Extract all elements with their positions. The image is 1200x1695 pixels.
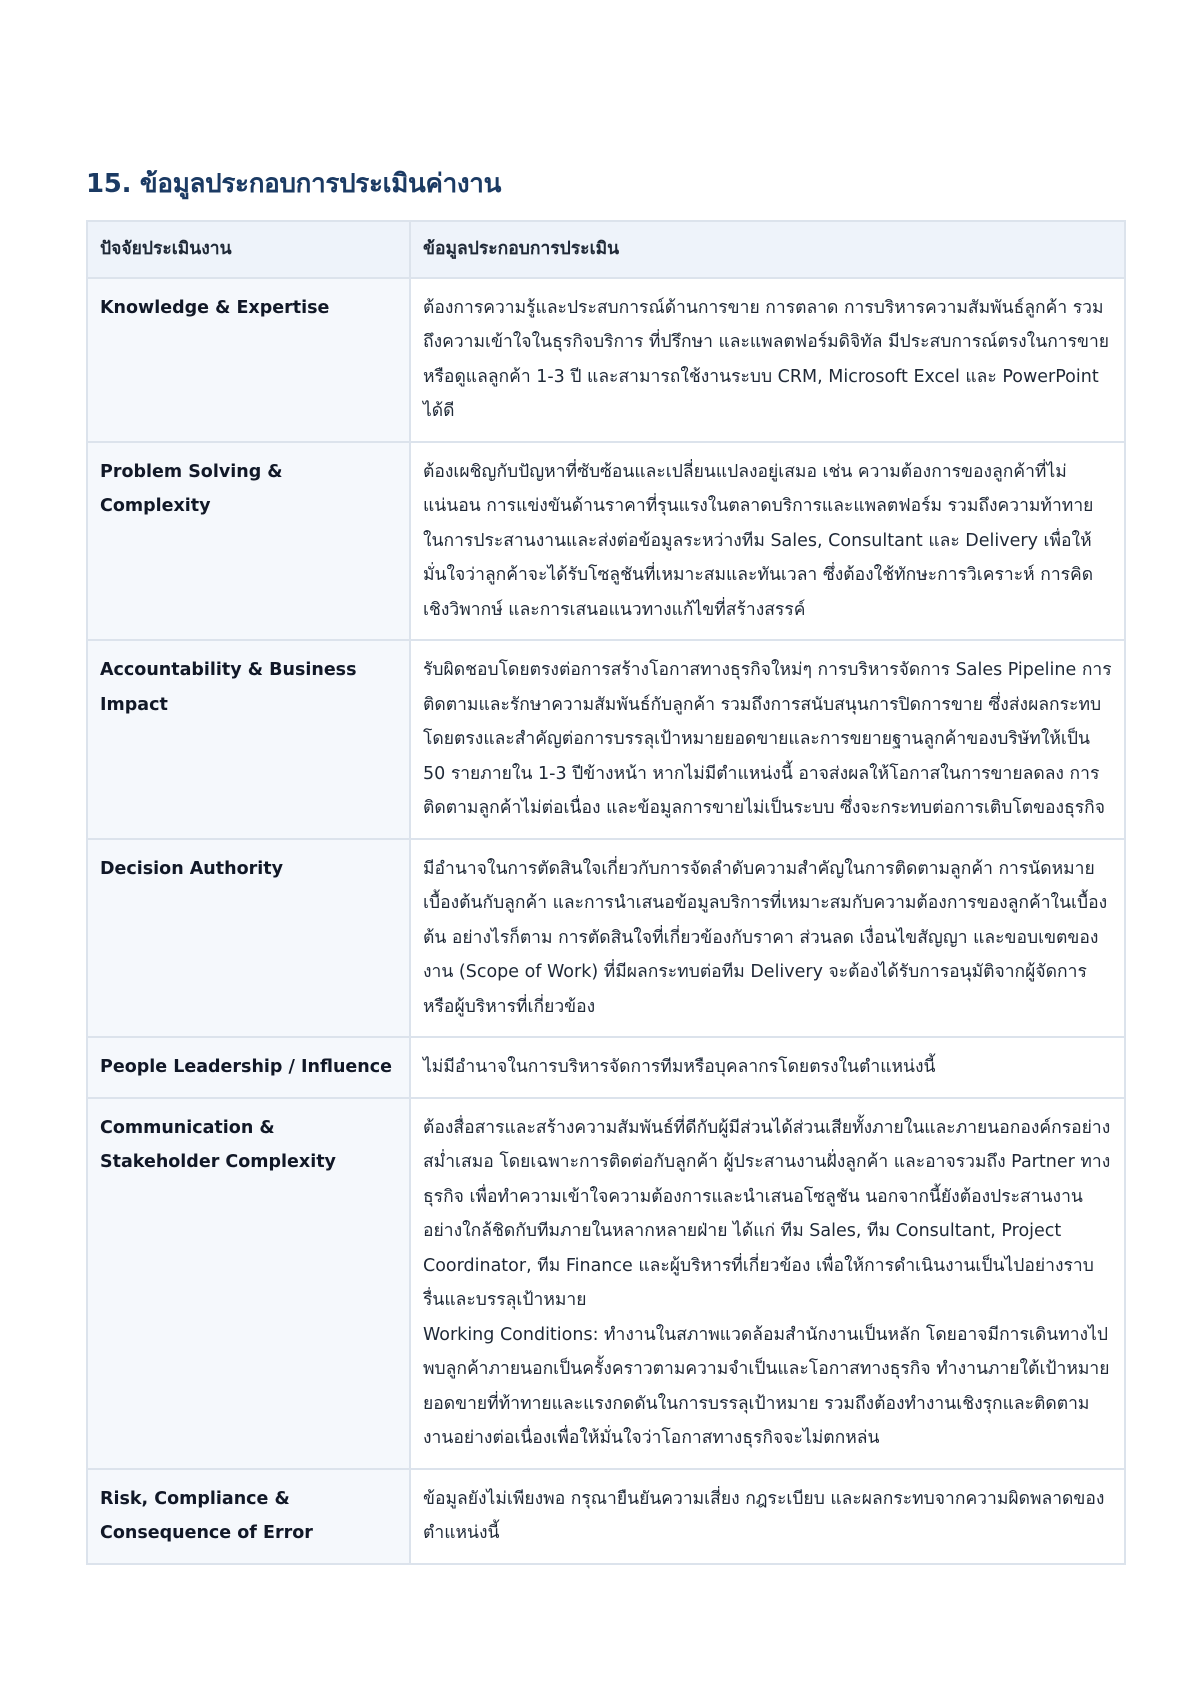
table-row — [87, 1469, 1125, 1564]
evaluation-table — [86, 220, 1126, 1565]
table-row — [87, 839, 1125, 1038]
factor-cell: Knowledge & Expertise — [87, 278, 410, 442]
job-evaluation-section — [86, 160, 1124, 1565]
info-text: ต้องสื่อสารและสร้างความสัมพันธ์ที่ดีกับผู้มีส่วนได้ส่วนเสียทั้งภายในและภายนอกองค์กรอย่างสม่ำเสมอ โดยเฉพาะการติดต่อกับลูกค้า ผู้ประสานงานฝั่งลูกค้า และอาจรวมถึง Partner ทางธุรกิจ เพื่อทำความเข้าใจความต้องการและนำเสนอโซลูชัน นอกจากนี้ยังต้องประสานงานอย่างใกล้ชิดกับทีมภายในหลากหลายฝ่าย ได้แก่ ทีม Sales, ทีม Consultant, Project Coordinator, ทีม Finance และผู้บริหารที่เกี่ยวข้อง เพื่อให้การดำเนินงานเป็นไปอย่างราบรื่นและบรรลุเป้าหมาย — [423, 1117, 1111, 1310]
factor-cell: Risk, Compliance & Consequence of Error — [87, 1469, 410, 1564]
table-row — [87, 442, 1125, 641]
info-cell — [410, 1037, 1125, 1098]
header-factor: ปัจจัยประเมินงาน — [87, 221, 410, 278]
factor-cell: Problem Solving & Complexity — [87, 442, 410, 641]
info-text: ต้องเผชิญกับปัญหาที่ซับซ้อนและเปลี่ยนแปลงอยู่เสมอ เช่น ความต้องการของลูกค้าที่ไม่แน่นอน การแข่งขันด้านราคาที่รุนแรงในตลาดบริการและแพลตฟอร์ม รวมถึงความท้าทายในการประสานงานและส่งต่อข้อมูลระหว่างทีม Sales, Consultant และ Delivery เพื่อให้มั่นใจว่าลูกค้าจะได้รับโซลูชันที่เหมาะสมและทันเวลา ซึ่งต้องใช้ทักษะการวิเคราะห์ การคิดเชิงวิพากษ์ และการเสนอแนวทางแก้ไขที่สร้างสรรค์ — [423, 461, 1094, 620]
table-row — [87, 1037, 1125, 1098]
table-row — [87, 1098, 1125, 1469]
section-title: 15. ข้อมูลประกอบการประเมินค่างาน — [86, 169, 502, 199]
info-cell — [410, 442, 1125, 641]
working-conditions-text: Working Conditions: ทำงานในสภาพแวดล้อมสำนักงานเป็นหลัก โดยอาจมีการเดินทางไปพบลูกค้าภายนอกเป็นครั้งคราวตามความจำเป็นและโอกาสทางธุรกิจ ทำงานภายใต้เป้าหมายยอดขายที่ท้าทายและแรงกดดันในการบรรลุเป้าหมาย รวมถึงต้องทำงานเชิงรุกและติดตามงานอย่างต่อเนื่องเพื่อให้มั่นใจว่าโอกาสทางธุรกิจจะไม่ตกหล่น — [423, 1324, 1110, 1448]
info-cell — [410, 1098, 1125, 1469]
factor-cell: Decision Authority — [87, 839, 410, 1038]
table-row — [87, 640, 1125, 839]
factor-cell: Accountability & Business Impact — [87, 640, 410, 839]
info-cell — [410, 640, 1125, 839]
info-text: มีอำนาจในการตัดสินใจเกี่ยวกับการจัดลำดับความสำคัญในการติดตามลูกค้า การนัดหมายเบื้องต้นกับลูกค้า และการนำเสนอข้อมูลบริการที่เหมาะสมกับความต้องการของลูกค้าในเบื้องต้น อย่างไรก็ตาม การตัดสินใจที่เกี่ยวข้องกับราคา ส่วนลด เงื่อนไขสัญญา และขอบเขตของงาน (Scope of Work) ที่มีผลกระทบต่อทีม Delivery จะต้องได้รับการอนุมัติจากผู้จัดการหรือผู้บริหารที่เกี่ยวข้อง — [423, 858, 1108, 1017]
factor-cell: Communication & Stakeholder Complexity — [87, 1098, 410, 1469]
info-text: ข้อมูลยังไม่เพียงพอ กรุณายืนยันความเสี่ยง กฎระเบียบ และผลกระทบจากความผิดพลาดของตำแหน่งนี้ — [423, 1488, 1105, 1543]
info-cell — [410, 1469, 1125, 1564]
info-text: ต้องการความรู้และประสบการณ์ด้านการขาย การตลาด การบริหารความสัมพันธ์ลูกค้า รวมถึงความเข้าใจในธุรกิจบริการ ที่ปรึกษา และแพลตฟอร์มดิจิทัล มีประสบการณ์ตรงในการขายหรือดูแลลูกค้า 1-3 ปี และสามารถใช้งานระบบ CRM, Microsoft Excel และ PowerPoint ได้ดี — [423, 297, 1110, 421]
table-header-row — [87, 221, 1125, 278]
info-text: ไม่มีอำนาจในการบริหารจัดการทีมหรือบุคลากรโดยตรงในตำแหน่งนี้ — [423, 1057, 936, 1077]
info-cell — [410, 839, 1125, 1038]
header-info: ข้อมูลประกอบการประเมิน — [410, 221, 1125, 278]
info-text: รับผิดชอบโดยตรงต่อการสร้างโอกาสทางธุรกิจใหม่ๆ การบริหารจัดการ Sales Pipeline การติดตามและรักษาความสัมพันธ์กับลูกค้า รวมถึงการสนับสนุนการปิดการขาย ซึ่งส่งผลกระทบโดยตรงและสำคัญต่อการบรรลุเป้าหมายยอดขายและการขยายฐานลูกค้าของบริษัทให้เป็น 50 รายภายใน 1-3 ปีข้างหน้า หากไม่มีตำแหน่งนี้ อาจส่งผลให้โอกาสในการขายลดลง การติดตามลูกค้าไม่ต่อเนื่อง และข้อมูลการขายไม่เป็นระบบ ซึ่งจะกระทบต่อการเติบโตของธุรกิจ — [423, 660, 1112, 818]
table-row — [87, 278, 1125, 442]
info-cell — [410, 278, 1125, 442]
factor-cell: People Leadership / Influence — [87, 1037, 410, 1098]
